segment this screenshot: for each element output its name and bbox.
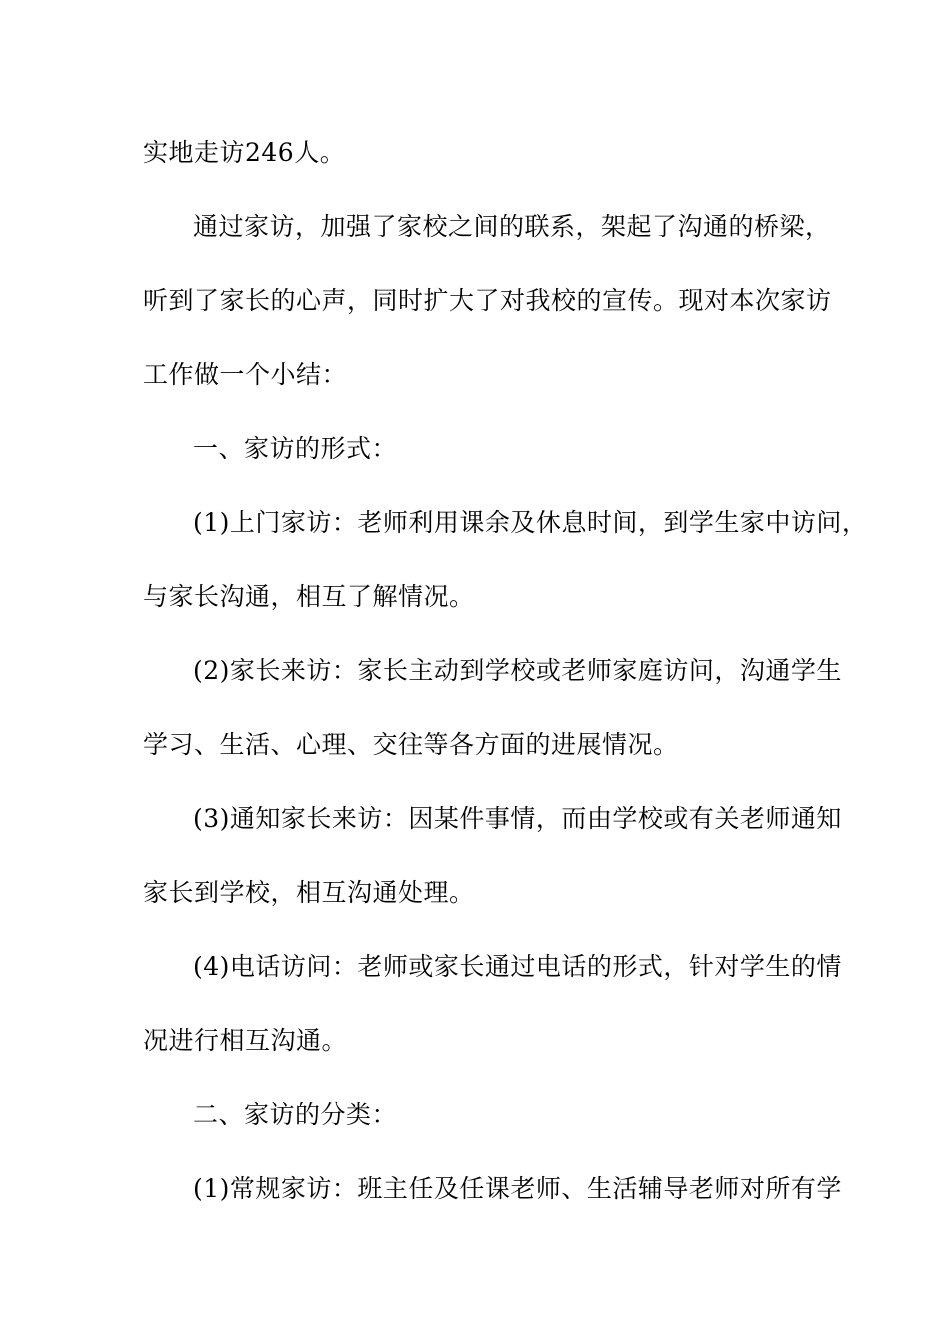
list-item-first-line: (4)电话访问：老师或家长通过电话的形式，针对学生的情 [193, 952, 842, 981]
text-line: 家长到学校，相互沟通处理。 [143, 878, 475, 907]
text-line: 与家长沟通，相互了解情况。 [143, 582, 475, 611]
text-line: 学习、生活、心理、交往等各方面的进展情况。 [143, 730, 679, 759]
list-item-first-line: (2)家长来访：家长主动到学校或老师家庭访问，沟通学生 [193, 656, 842, 685]
text-line: 实地走访246人。 [143, 138, 346, 167]
section-heading: 二、家访的分类： [193, 1100, 398, 1129]
list-item-first-line: (1)常规家访：班主任及任课老师、生活辅导老师对所有学 [193, 1174, 842, 1203]
list-item-first-line: (3)通知家长来访：因某件事情，而由学校或有关老师通知 [193, 804, 842, 833]
text-line: 况进行相互沟通。 [143, 1026, 348, 1055]
list-item-first-line: (1)上门家访：老师利用课余及休息时间，到学生家中访问， [193, 508, 868, 537]
text-line: 听到了家长的心声，同时扩大了对我校的宣传。现对本次家访 [143, 286, 832, 315]
section-heading: 一、家访的形式： [193, 434, 398, 463]
paragraph-first-line: 通过家访，加强了家校之间的联系，架起了沟通的桥梁， [193, 212, 831, 241]
text-line: 工作做一个小结： [143, 360, 348, 389]
